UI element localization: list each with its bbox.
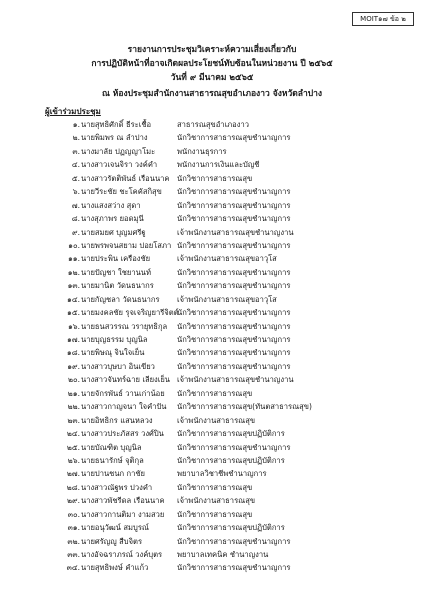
attendee-position: นักวิชาการสาธารณสุขชำนาญการ (177, 214, 291, 224)
attendee-position: นักวิชาการสาธารณสุขชำนาญการ (177, 335, 291, 344)
attendee-row (45, 454, 385, 467)
attendee-row (45, 387, 385, 400)
attendee-number: ๑๑. (67, 254, 80, 264)
attendee-row (45, 467, 385, 480)
attendee-row (45, 306, 385, 319)
attendee-position: เจ้าพนักงานสาธารณสุข (177, 496, 256, 506)
attendee-position: นักวิชาการสาธารณสุขปฏิบัติการ (177, 429, 285, 439)
attendee-position: นักวิชาการสาธารณสุขชำนาญการ (177, 240, 291, 250)
attendee-name: นางสาวพัชรีดล เรือนนาค (81, 496, 165, 506)
attendee-position: พนักงานธุรการ (177, 146, 227, 156)
attendee-position: นักวิชาการสาธารณสุขชำนาญการ (177, 281, 291, 291)
attendee-number: ๑๙. (67, 361, 80, 371)
attendee-name: นายสมยศ บุญมศรีฐู (81, 227, 146, 237)
attendee-row (45, 548, 385, 561)
attendee-number: ๖. (72, 187, 80, 197)
attendee-row (45, 293, 385, 306)
attendee-name: นายบุญธรรม บุญนิล (81, 335, 148, 344)
meeting-location: ณ ห้องประชุมสำนักงานสาธารณสุขอำเภองาว จังหวัดลำปาง (101, 89, 323, 99)
attendee-number: ๑๐. (68, 240, 80, 250)
attendee-name: นายศรัญญู สืบจิตร (81, 536, 143, 546)
attendee-position: เจ้าพนักงานสาธารณสุข (177, 415, 256, 425)
attendee-number: ๑๘. (66, 348, 80, 358)
attendee-name: นางสุภาพร ยอดมุนี (81, 214, 144, 224)
attendee-row (45, 360, 385, 373)
attendee-position: นักวิชาการสาธารณสุขชำนาญการ (177, 187, 291, 197)
attendee-number: ๒๒. (67, 402, 80, 412)
attendee-row (45, 494, 385, 507)
attendee-position: นักวิชาการสาธารณสุขชำนาญการ (177, 348, 291, 358)
attendee-number: ๓. (72, 146, 80, 156)
attendee-name: นายมานิต วัดนธนากร (81, 281, 154, 291)
attendee-position: นักวิชาการสาธารณสุข (177, 509, 253, 519)
attendee-row (45, 279, 385, 292)
attendee-row (45, 508, 385, 521)
attendee-number: ๙. (72, 227, 80, 237)
attendee-number: ๘. (71, 214, 80, 224)
attendee-number: ๓๒. (67, 536, 80, 546)
attendee-position: เจ้าพนักงานสาธารณสุขอาวุโส (177, 254, 277, 264)
attendee-name: นายปัญชา ใชยานนท์ (81, 267, 151, 277)
attendee-number: ๑๔. (67, 294, 80, 304)
attendee-name: นางสาวกานติมา งามสวย (81, 509, 165, 519)
attendee-position: นักวิชาการสาธารณสุขชำนาญการ (177, 200, 291, 210)
attendee-name: นายบัณฑิต บุญนิล (81, 442, 142, 452)
attendee-position: นักวิชาการสาธารณสุขชำนาญการ (177, 321, 291, 331)
attendee-name: นายจักรพันธ์ วานเก่าน้อย (81, 388, 165, 398)
attendee-name: นายประพิน เครืองชัย (81, 254, 151, 264)
attendee-position: นักวิชาการสาธารณสุข(ทันตสาธารณสุข) (177, 402, 312, 412)
attendee-name: นางอัจฉราภรณ์ วงค์บุตร (81, 550, 163, 559)
attendee-row (45, 521, 385, 534)
attendee-name: นางสาวประภัสสร วงศ์ปิน (81, 429, 164, 439)
attendee-number: ๒. (72, 133, 80, 143)
attendee-position: พยาบาลเทคนิค ชำนาญงาน (177, 550, 269, 559)
attendee-list (45, 118, 385, 575)
attendee-number: ๒๑. (67, 388, 80, 398)
attendee-name: นางสาวรัตติพันธ์ เรือนนาค (81, 173, 170, 183)
attendee-row (45, 414, 385, 427)
attendee-row (45, 561, 385, 574)
attendee-number: ๒๓. (67, 415, 80, 425)
attendee-number: ๓๑. (67, 523, 80, 533)
attendee-name: นายมงคลชัย รุจเจริญยารีจิตต์ (81, 308, 179, 318)
attendee-number: ๓๔. (66, 563, 80, 573)
attendee-row (45, 400, 385, 413)
attendee-number: ๒๗. (66, 469, 80, 479)
attendees-heading: ผู้เข้าร่วมประชุม (45, 107, 101, 116)
attendee-row (45, 427, 385, 440)
attendee-number: ๒๐. (67, 375, 80, 385)
attendee-number: ๑๗. (67, 335, 80, 344)
attendee-name: นางมาลัย ปฏญญาโมะ (81, 146, 156, 156)
attendee-number: ๑๕. (67, 308, 80, 318)
attendee-number: ๒๔. (66, 429, 80, 439)
attendee-position: เจ้าพนักงานสาธารณสุขชำนาญงาน (177, 227, 294, 237)
attendee-number: ๗. (71, 200, 80, 210)
attendee-position: นักวิชาการสาธารณสุขชำนาญการ (177, 133, 291, 143)
attendee-row (45, 158, 385, 171)
attendee-name: นายอนุวัฒน์ สมบูรณ์ (81, 523, 149, 533)
attendee-number: ๒๖. (67, 455, 80, 465)
attendee-name: นางสาวเจนจิรา วงค์คำ (81, 160, 158, 170)
attendee-name: นางแสงสว่าง สุดา (81, 200, 141, 210)
attendee-position: เจ้าพนักงานสาธารณสุขอาวุโส (177, 294, 277, 304)
attendee-row (45, 535, 385, 548)
attendee-number: ๑๒. (67, 267, 80, 277)
attendee-row (45, 333, 385, 346)
attendee-row (45, 118, 385, 131)
attendee-name: นางสาวกาญจนา ใจคำปัน (81, 402, 167, 412)
attendee-number: ๑๓. (67, 281, 80, 291)
attendee-row (45, 145, 385, 158)
document-title-line-2: การปฏิบัติหน้าที่อาจเกิดผลประโยชน์ทับซ้อนในหน่วยงาน ปี ๒๕๖๕ (91, 59, 333, 69)
attendee-position: นักวิชาการสาธารณสุข (177, 173, 253, 183)
attendee-name: นายพรพจนสยาม ปอยโสภา (81, 240, 172, 250)
attendee-row (45, 131, 385, 144)
attendee-row (45, 212, 385, 225)
attendee-number: ๓๓. (67, 550, 80, 559)
attendee-row (45, 252, 385, 265)
document-title-line-1: รายงานการประชุมวิเคราะห์ความเสี่ยงเกี่ยวกับ (127, 45, 297, 55)
attendee-number: ๕. (71, 173, 80, 183)
attendee-number: ๒๕. (66, 442, 80, 452)
attendee-row (45, 441, 385, 454)
attendee-number: ๑. (72, 120, 80, 129)
attendee-name: นายพิมพร ณ ลำปาง (81, 133, 148, 143)
attendee-position: นักวิชาการสาธารณสุข (177, 388, 253, 398)
attendee-number: ๑๖. (67, 321, 80, 331)
attendee-name: นางสาวบุษบา อินเขียว (81, 361, 155, 371)
attendee-row (45, 185, 385, 198)
attendee-number: ๒๘. (66, 482, 80, 492)
attendee-name: นางสาวจันทร์ฉาย เลียงเย็น (81, 375, 170, 385)
attendee-position: พยาบาลวิชาชีพชำนาญการ (177, 469, 267, 479)
attendee-name: นายสุทธิศักดิ์ ธีระเชื้อ (81, 120, 152, 129)
document-reference-box: MOIT๑๗ ข้อ ๒ (352, 12, 414, 26)
attendee-position: นักวิชาการสาธารณสุขชำนาญการ (177, 442, 291, 452)
attendee-row (45, 346, 385, 359)
attendee-position: นักวิชาการสาธารณสุขชำนาญการ (177, 361, 291, 371)
attendee-position: พนักงานการเงินและบัญชี (177, 160, 260, 170)
attendee-position: นักวิชาการสาธารณสุขปฏิบัติการ (177, 455, 285, 465)
attendee-name: นายอิทธิกร แสนหลวง (81, 415, 153, 425)
attendee-name: นายธนารักษ์ จุติกุล (81, 455, 144, 465)
attendee-position: เจ้าพนักงานสาธารณสุขชำนาญงาน (177, 375, 294, 385)
attendee-row (45, 239, 385, 252)
attendee-position: นักวิชาการสาธารณสุขปฏิบัติการ (177, 523, 285, 533)
attendee-row (45, 226, 385, 239)
attendee-row (45, 481, 385, 494)
attendee-number: ๔. (71, 160, 80, 170)
attendee-name: นายวีระชัย ชะโคคัสกิสุข (81, 187, 162, 197)
attendee-row (45, 373, 385, 386)
attendee-name: นายธนสวรรณ วรายุทธิกุล (81, 321, 168, 331)
attendee-row (45, 320, 385, 333)
attendee-position: นักวิชาการสาธารณสุขชำนาญการ (177, 536, 291, 546)
attendee-row (45, 199, 385, 212)
attendee-row (45, 266, 385, 279)
attendee-name: นายสุทธิพงษ์ คำแก้ว (81, 563, 149, 573)
attendee-name: นางสาวณัฐพร ปวงคำ (81, 482, 153, 492)
attendee-name: นายปานชนก กาชัย (81, 469, 146, 479)
attendee-position: นักวิชาการสาธารณสุขชำนาญการ (177, 563, 291, 573)
meeting-date: วันที่ ๙ มีนาคม ๒๕๖๕ (170, 73, 254, 83)
attendee-row (45, 172, 385, 185)
attendee-number: ๒๙. (67, 496, 80, 506)
attendee-number: ๓๐. (67, 509, 80, 519)
attendee-position: สาธารณสุขอำเภองาว (177, 120, 249, 129)
attendee-position: นักวิชาการสาธารณสุข (177, 482, 253, 492)
attendee-position: นักวิชาการสาธารณสุขชำนาญการ (177, 308, 291, 318)
attendee-name: นายพิษณุ จินใจเย็น (81, 348, 145, 358)
attendee-position: นักวิชาการสาธารณสุขชำนาญการ (177, 267, 291, 277)
attendee-name: นายกัญชลา วัดนธนากร (81, 294, 160, 304)
